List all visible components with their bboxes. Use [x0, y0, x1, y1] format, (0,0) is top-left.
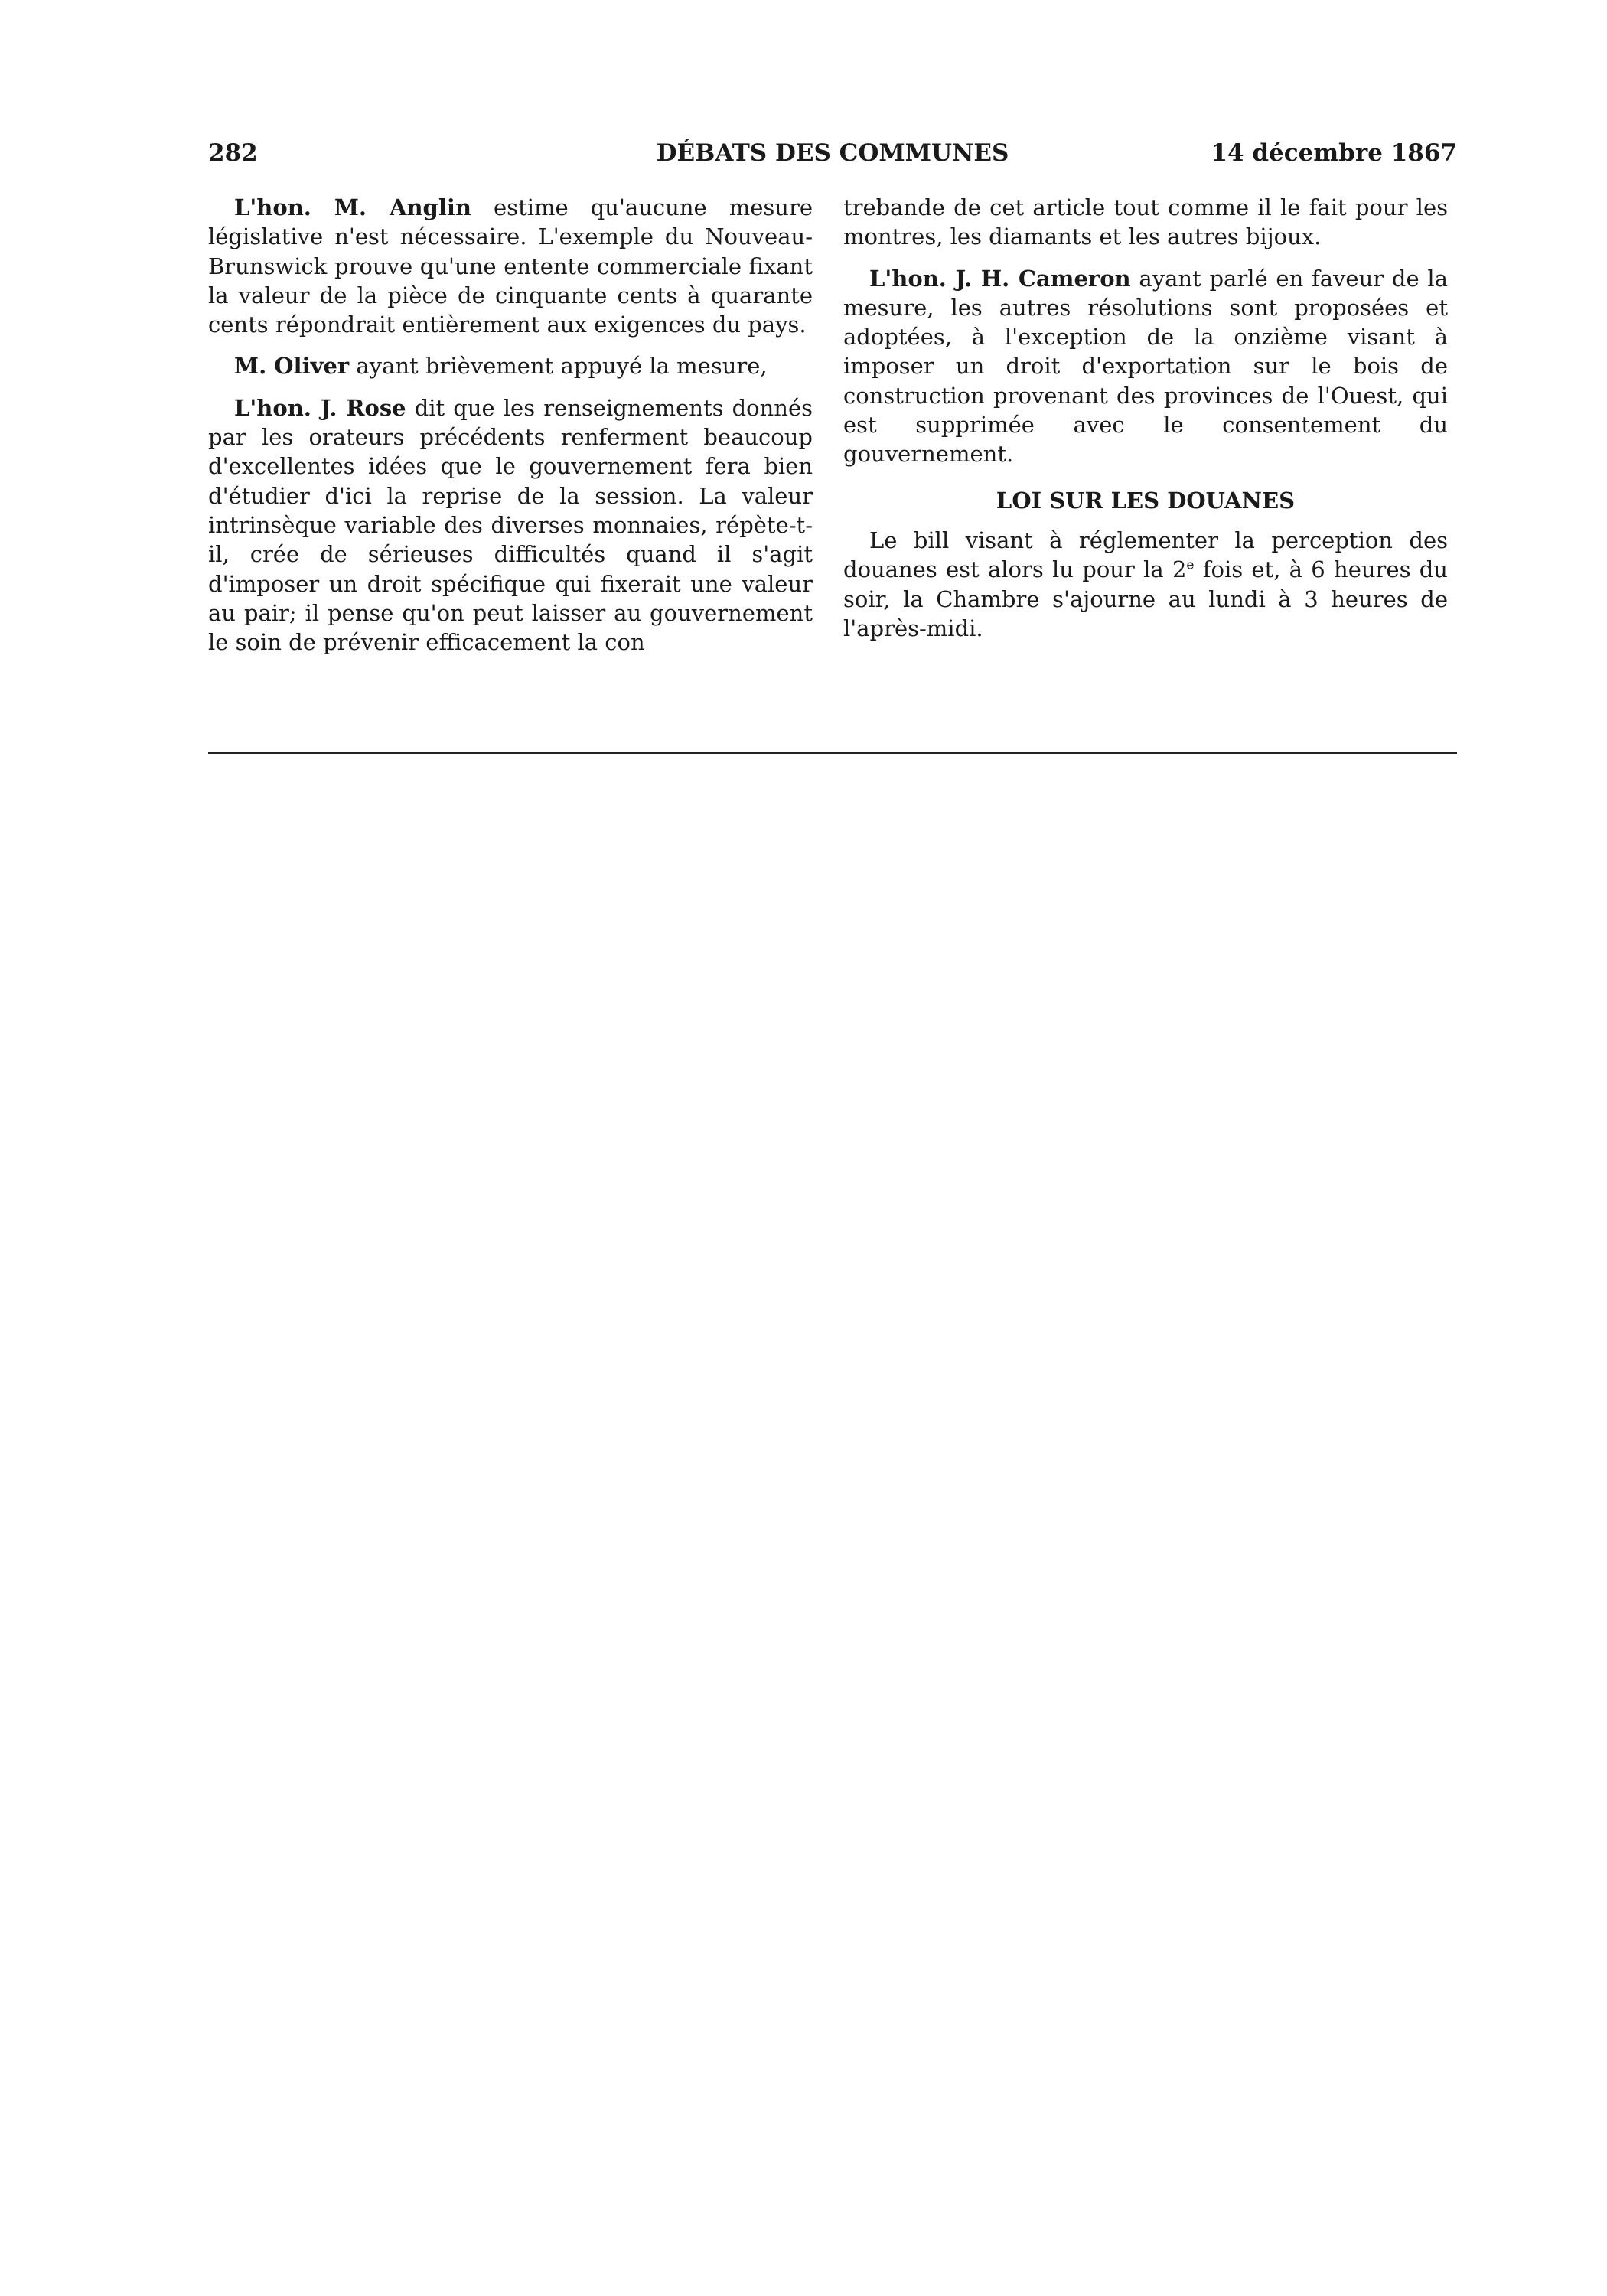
paragraph-text: ayant parlé en faveur de la mesure, les autres résolutions sont proposées et adoptées, à l'exception de la onzième visant à imposer un droit d'exportation sur le bois de construction provenant des provinces de l'Ouest, qui est supprimée avec le consentement du gouvernement.	[843, 265, 1448, 468]
paragraph-text: estime qu'aucune mesure législative n'est nécessaire. L'exemple du Nouveau-Brunswick prouve qu'une entente commerciale fixant la valeur de la pièce de cinquante cents à quarante cents répondrait entièrement aux exigences du pays.	[208, 194, 813, 338]
right-column	[843, 193, 1448, 655]
speaker-name: L'hon. M. Anglin	[234, 194, 471, 220]
paragraph-text: ayant brièvement appuyé la mesure,	[349, 353, 768, 380]
page-number: 282	[208, 139, 258, 167]
paragraph-anglin	[208, 193, 813, 339]
speaker-name: L'hon. J. H. Cameron	[869, 265, 1131, 292]
paragraph-customs-bill	[843, 526, 1448, 643]
speaker-name: M. Oliver	[234, 353, 350, 380]
ordinal-superscript: e	[1186, 557, 1195, 573]
page-header	[208, 138, 1457, 168]
paragraph-oliver	[208, 351, 813, 380]
paragraph-cameron	[843, 264, 1448, 469]
header-date: 14 décembre 1867	[1211, 139, 1457, 167]
end-rule	[208, 752, 1457, 754]
paragraph-rose	[208, 393, 813, 657]
speaker-name: L'hon. J. Rose	[234, 394, 406, 421]
left-column	[208, 193, 813, 669]
paragraph-text: dit que les renseignements donnés par les orateurs précédents renferment beaucoup d'excellentes idées que le gouvernement fera bien d'étudier d'ici la reprise de la session. La valeur intrinsèque variable des diverses monnaies, répète-t-il, crée de sérieuses difficultés quand il s'agit d'imposer un droit spécifique qui fixerait une valeur au pair; il pense qu'on peut laisser au gouvernement le soin de prévenir efficacement la con	[208, 394, 813, 656]
paragraph-text: Le bill visant à réglementer la perception des douanes est alors lu pour la 2	[843, 527, 1448, 583]
running-title: DÉBATS DES COMMUNES	[656, 139, 1009, 167]
paragraph-text: fois et, à 6 heures du soir, la Chambre s'ajourne au lundi à 3 heures de l'après-midi.	[843, 556, 1448, 641]
paragraph-rose-continued: trebande de cet article tout comme il le fait pour les montres, les diamants et les autres bijoux.	[843, 194, 1448, 250]
section-heading: LOI SUR LES DOUANES	[996, 487, 1296, 514]
